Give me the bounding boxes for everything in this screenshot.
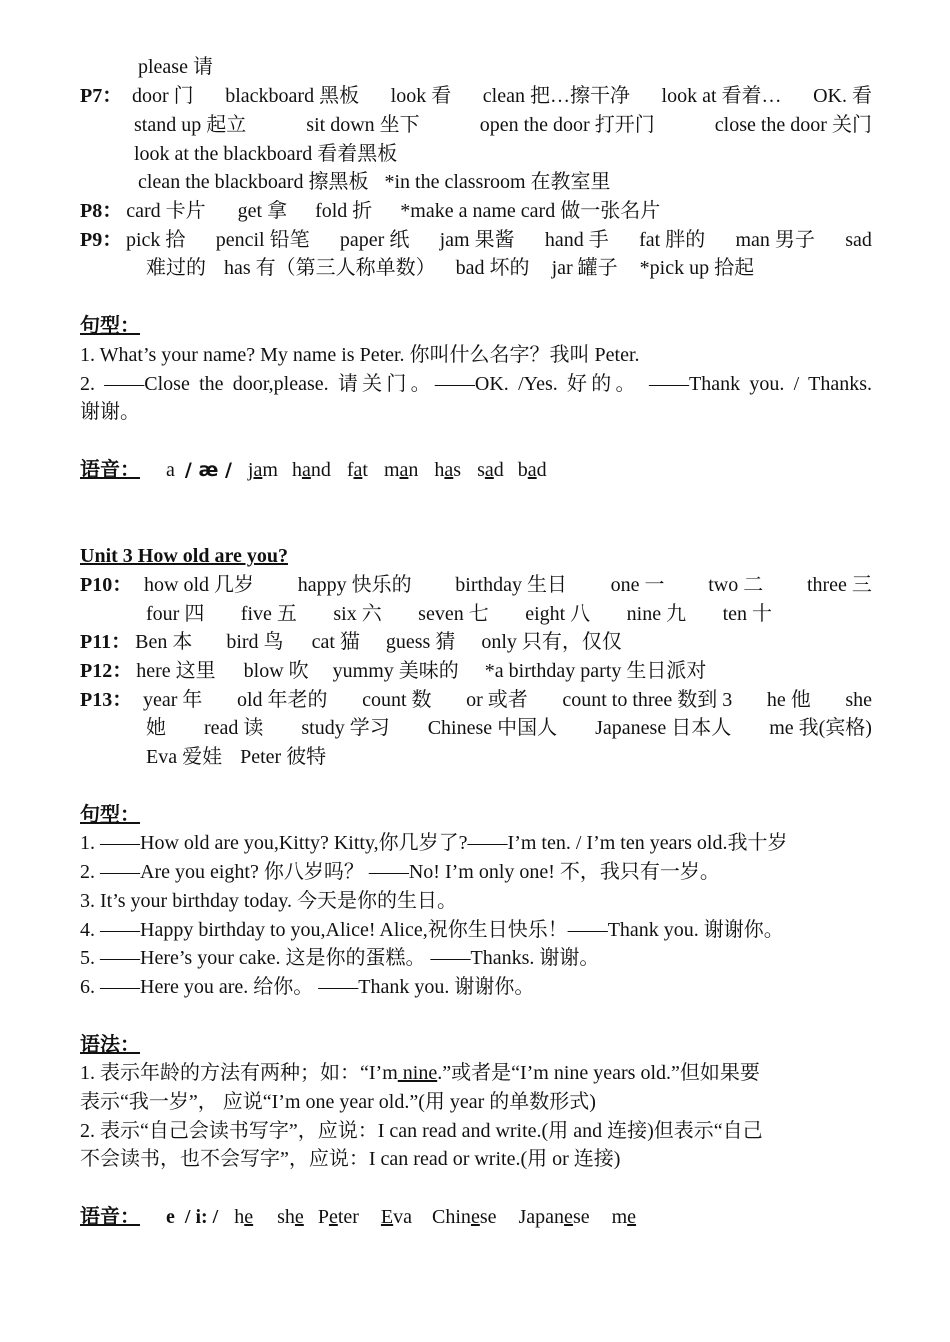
p12-label: P12： [80,660,133,682]
p13-row-1 [143,686,872,715]
vocab-item: pick 拾 [126,229,186,251]
section-heading-phonics: 语音： [80,1206,140,1228]
section-heading-grammar: 语法： [80,1034,140,1056]
p10-row-1 [144,571,872,600]
phonics-word: Japanese [518,1206,590,1228]
vocab-item: *a birthday party 生日派对 [484,660,707,682]
vocab-item: 难过的 [146,257,206,279]
vocab-item: guess 猜 [385,631,456,653]
vocab-please-line: please 请 [138,56,213,78]
sentence-6: 6. ——Here you are. 给你。 ——Thank you. 谢谢你。 [80,976,535,998]
phonics-row-a [80,456,547,485]
phonics-word: fat [346,459,368,481]
p9-label: P9： [80,229,123,251]
phonics-letter: a [166,459,175,481]
p13-row-2 [146,714,872,743]
phonics-letter: e [166,1206,175,1228]
sentence-5: 5. ——Here’s your cake. 这是你的蛋糕。 ——Thanks. 谢谢。 [80,947,600,969]
phonics-ipa: / i: / [184,1206,219,1228]
phonics-word: Chinese [432,1206,497,1228]
p10-label: P10： [80,574,133,596]
vocab-item: count to three 数到 3 [562,689,733,711]
vocab-item: blackboard 黑板 [225,85,360,107]
grammar-point-1-cont: 表示“我一岁”， 应说“I’m one year old.”(用 year 的单数形式) [80,1091,596,1113]
vocab-item: sad [845,229,872,251]
vocab-item: fat 胖的 [639,229,706,251]
grammar-point-2: 2. 表示“自己会读书写字”，应说：I can read and write.(用 and 连接)但表示“自己 [80,1120,763,1142]
vocab-item: *make a name card 做一张名片 [400,200,661,222]
vocab-item: only 只有，仅仅 [481,631,622,653]
phonics-word: Peter [317,1206,359,1228]
vocab-item: *pick up 拾起 [639,257,755,279]
sentence-1: 1. ——How old are you,Kitty? Kitty,你几岁了?——I’m ten. / I’m ten years old.我十岁 [80,832,788,854]
p7-row-4 [138,168,611,197]
p10-row-2 [146,600,772,629]
vocab-item: blow 吹 [243,660,309,682]
vocab-item: get 拿 [237,200,288,222]
p7-row-2 [134,111,872,140]
vocab-item: fold 折 [315,200,373,222]
vocab-item: *in the classroom 在教室里 [384,171,611,193]
p13-label: P13： [80,689,133,711]
vocab-item: pencil 铅笔 [215,229,310,251]
phonics-ipa: / æ / [184,459,232,481]
vocab-item: look at 看着… [661,85,782,107]
vocab-item: stand up 起立 [134,114,247,136]
phonics-word: has [434,459,462,481]
vocab-item: one 一 [610,574,665,596]
vocab-item: 她 [146,717,166,739]
vocab-item: has 有（第三人称单数） [224,257,436,279]
vocab-item: jam 果酱 [439,229,515,251]
vocab-item: bad 坏的 [455,257,530,279]
vocab-item: card 卡片 [126,200,206,222]
vocab-item: year 年 [143,689,203,711]
sentence-2: 2. ——Close the door,please. 请关门。——OK. /Yes. 好的。 ——Thank you. / Thanks. [80,373,872,395]
p13-row-3 [146,743,326,772]
vocab-item: study 学习 [301,717,390,739]
sentence-1: 1. What’s your name? My name is Peter. 你叫什么名字？我叫 Peter. [80,344,640,366]
vocab-item: jar 罐子 [551,257,618,279]
vocab-item: Eva 爱娃 [146,746,223,768]
vocab-item: or 或者 [466,689,528,711]
vocab-item: read 读 [203,717,264,739]
sentence-2: 2. ——Are you eight? 你八岁吗？ ——No! I’m only one! 不，我只有一岁。 [80,861,720,883]
phonics-word: me [611,1206,637,1228]
phonics-word: jam [247,459,278,481]
vocab-item: two 二 [708,574,764,596]
sentence-2-cont: 谢谢。 [80,401,140,423]
vocab-item: six 六 [333,603,382,625]
phonics-words [232,459,547,481]
vocab-item: how old 几岁 [144,574,254,596]
vocab-item: OK. 看 [813,85,872,107]
p7-row-3: look at the blackboard 看着黑板 [134,143,398,165]
vocab-item: me 我(宾格) [769,717,872,739]
phonics-row-e [80,1203,636,1232]
p11-label: P11： [80,631,132,653]
p12-row [80,657,706,686]
vocab-item: seven 七 [418,603,489,625]
vocab-item: Japanese 日本人 [595,717,732,739]
p9-row-1 [126,226,872,255]
vocab-item: door 门 [132,85,194,107]
section-heading-sentences: 句型： [80,315,140,337]
vocab-item: sit down 坐下 [306,114,420,136]
vocab-item: man 男子 [735,229,815,251]
section-heading-phonics: 语音： [80,459,140,481]
vocab-item: cat 猫 [311,631,360,653]
vocab-item: four 四 [146,603,205,625]
vocab-item: clean the blackboard 擦黑板 [138,171,369,193]
vocab-item: three 三 [806,574,872,596]
grammar-point-2-cont: 不会读书，也不会写字”，应说：I can read or write.(用 or 连接) [80,1148,621,1170]
phonics-word: sad [477,459,504,481]
unit-title: Unit 3 How old are you? [80,545,288,567]
phonics-words [218,1206,636,1228]
p9-row-2 [146,254,754,283]
p7-row-1 [132,82,872,111]
p11-row [80,628,622,657]
vocab-item: Ben 本 [135,631,193,653]
vocab-item: birthday 生日 [455,574,567,596]
vocab-item: here 这里 [136,660,216,682]
vocab-item: he 他 [766,689,811,711]
p7-label: P7： [80,85,123,107]
phonics-word: bad [517,459,547,481]
vocab-item: old 年老的 [236,689,328,711]
vocab-item: yummy 美味的 [332,660,459,682]
p8-row [80,197,660,226]
phonics-word: she [277,1206,304,1228]
vocab-item: hand 手 [544,229,609,251]
sentence-3: 3. It’s your birthday today. 今天是你的生日。 [80,890,458,912]
phonics-word: Eva [380,1206,413,1228]
vocab-item: paper 纸 [339,229,410,251]
vocab-item: nine 九 [626,603,687,625]
phonics-word: hand [291,459,331,481]
vocab-item: bird 鸟 [226,631,284,653]
vocab-item: eight 八 [525,603,591,625]
vocab-item: count 数 [362,689,432,711]
sentence-4: 4. ——Happy birthday to you,Alice! Alice,祝你生日快乐！——Thank you. 谢谢你。 [80,919,784,941]
phonics-word: he [234,1206,254,1228]
grammar-point-1: 1. 表示年龄的方法有两种；如：“I’m nine.”或者是“I’m nine years old.”但如果要 [80,1062,760,1084]
vocab-item: five 五 [240,603,297,625]
vocab-item: Chinese 中国人 [427,717,558,739]
p8-label: P8： [80,200,123,222]
vocab-item: ten 十 [722,603,772,625]
vocab-item: happy 快乐的 [297,574,412,596]
vocab-item: she [845,689,872,711]
vocab-item: clean 把…擦干净 [482,85,630,107]
vocab-item: open the door 打开门 [479,114,655,136]
vocab-item: close the door 关门 [714,114,872,136]
vocab-item: look 看 [390,85,452,107]
section-heading-sentences: 句型： [80,804,140,826]
vocab-item: Peter 彼特 [240,746,327,768]
phonics-word: man [383,459,419,481]
